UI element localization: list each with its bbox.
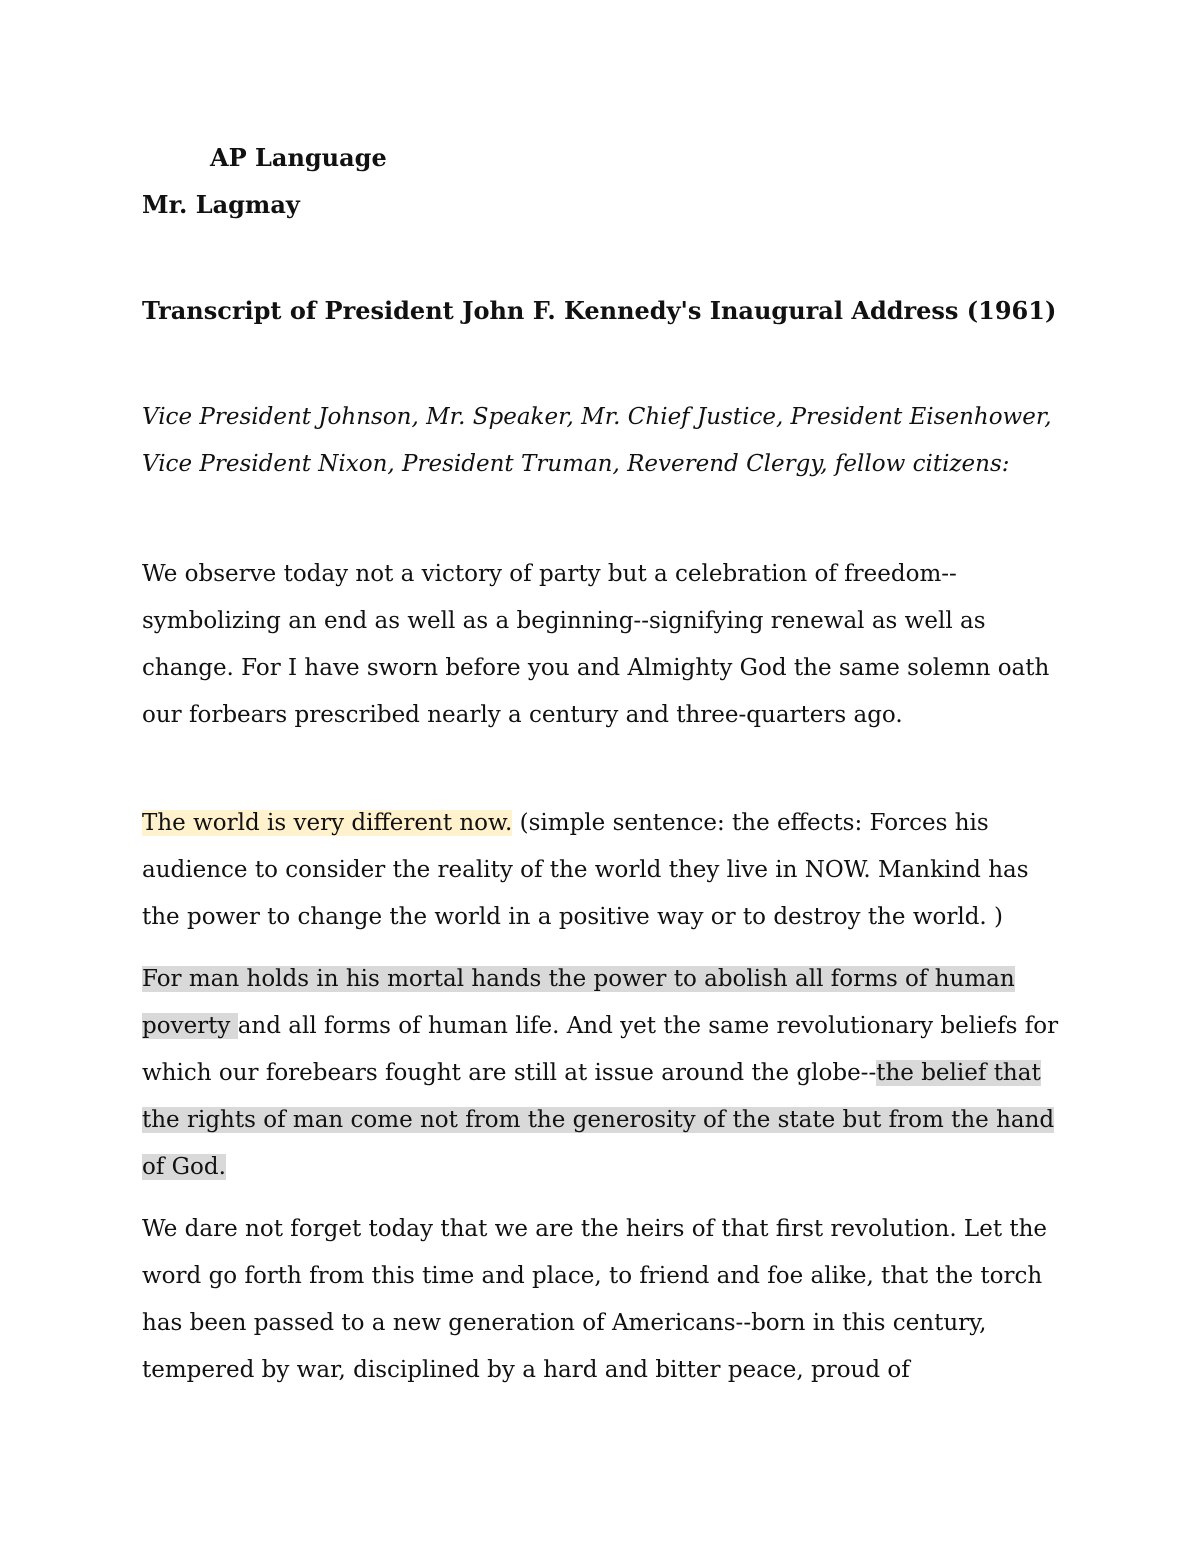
course-name: AP Language — [210, 143, 387, 172]
paragraph-1: We observe today not a victory of party but a celebration of freedom--symbolizing an end as well as a beginning--signifying renewal as well as change. For I have sworn before you and Almighty God the same solemn oath our forbears prescribed nearly a century and three-quarters ago. — [142, 561, 1050, 728]
highlighted-sentence: The world is very different now. — [142, 810, 513, 836]
paragraph-2 — [142, 800, 1062, 941]
teacher-name: Mr. Lagmay — [142, 190, 300, 219]
highlighted-phrase-1: For man holds in his mortal hands the power to abolish all forms of human poverty — [142, 966, 1015, 1039]
salutation-paragraph: Vice President Johnson, Mr. Speaker, Mr. Chief Justice, President Eisenhower, Vice President Nixon, President Truman, Reverend Clergy, fellow citizens: — [142, 404, 1052, 477]
paragraph-4: We dare not forget today that we are the heirs of that first revolution. Let the word go forth from this time and place, to friend and foe alike, that the torch has been passed to a new generation of Americans--born in this century, tempered by war, disciplined by a hard and bitter peace, proud of — [142, 1216, 1048, 1383]
paragraph-3 — [142, 956, 1062, 1191]
annotation-note: (simple sentence: the effects: Forces his audience to consider the reality of the world they live in NOW. Mankind has the power to change the world in a positive way or to destroy the world. ) — [142, 810, 1029, 930]
highlighted-phrase-2: the belief that the rights of man come not from the generosity of the state but from the hand of God. — [142, 1060, 1055, 1180]
document-title: Transcript of President John F. Kennedy's Inaugural Address (1961) — [142, 296, 1057, 325]
paragraph-3-text: and all forms of human life. And yet the same revolutionary beliefs for which our forebears fought are still at issue around the globe-- — [142, 1013, 1059, 1086]
